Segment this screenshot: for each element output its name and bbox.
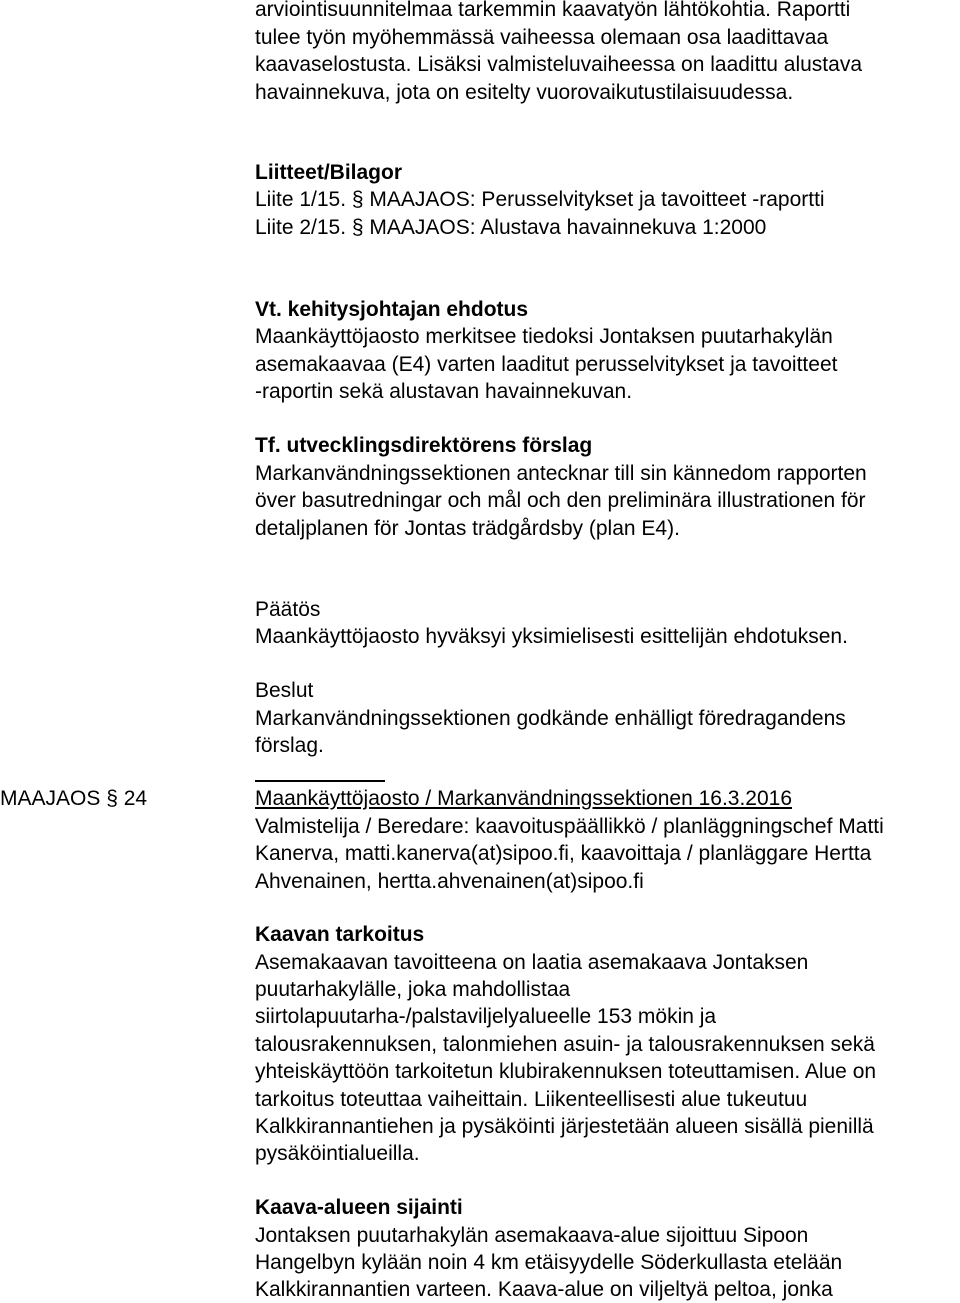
proposal-fi-line: asemakaavaa (E4) varten laaditut perusselvitykset ja tavoitteet (255, 353, 838, 376)
proposal-fi-line: -raportin sekä alustavan havainnekuvan. (255, 380, 633, 403)
purpose-line: yhteiskäyttöön tarkoitetun klubirakennuksen toteuttamisen. Alue on (255, 1060, 877, 1083)
purpose-heading: Kaavan tarkoitus (255, 923, 425, 946)
proposal-fi-heading: Vt. kehitysjohtajan ehdotus (255, 298, 529, 321)
proposal-sv-heading: Tf. utvecklingsdirektörens förslag (255, 434, 593, 457)
preparer-line: Valmistelija / Beredare: kaavoituspäällikkö / planläggningschef Matti (255, 815, 884, 838)
attachment-item: Liite 1/15. § MAAJAOS: Perusselvitykset ja tavoitteet -raportti (255, 188, 825, 211)
purpose-line: Asemakaavan tavoitteena on laatia asemakaava Jontaksen (255, 951, 809, 974)
purpose-line: Kalkkirannantiehen ja pysäköinti järjestetään alueen sisällä pienillä (255, 1115, 874, 1138)
preparer-line: Ahvenainen, hertta.ahvenainen(at)sipoo.fi (255, 870, 644, 893)
purpose-line: pysäköintialueilla. (255, 1142, 420, 1165)
proposal-fi-line: Maankäyttöjaosto merkitsee tiedoksi Jontaksen puutarhakylän (255, 325, 833, 348)
purpose-line: siirtolapuutarha-/palstaviljelyalueelle 153 mökin ja (255, 1005, 717, 1028)
purpose-line: puutarhakylälle, joka mahdollistaa (255, 978, 571, 1001)
intro-line: arviointisuunnitelmaa tarkemmin kaavatyön lähtökohtia. Raportti (255, 0, 851, 21)
decision-fi-line: Maankäyttöjaosto hyväksyi yksimielisesti esittelijän ehdotuksen. (255, 625, 848, 648)
proposal-sv-line: detaljplanen för Jontas trädgårdsby (plan E4). (255, 517, 680, 540)
intro-line: tulee työn myöhemmässä vaiheessa olemaan osa laadittavaa (255, 26, 829, 49)
attachment-item: Liite 2/15. § MAAJAOS: Alustava havainnekuva 1:2000 (255, 216, 767, 239)
purpose-line: talousrakennuksen, talonmiehen asuin- ja talousrakennuksen sekä (255, 1033, 875, 1056)
location-heading: Kaava-alueen sijainti (255, 1196, 463, 1219)
location-line: Jontaksen puutarhakylän asemakaava-alue sijoittuu Sipoon (255, 1224, 809, 1247)
decision-sv-heading: Beslut (255, 679, 314, 702)
meeting-link[interactable]: Maankäyttöjaosto / Markanvändningssektionen 16.3.2016 (255, 787, 793, 810)
location-line: Hangelbyn kylään noin 4 km etäisyydelle Söderkullasta etelään (255, 1251, 843, 1274)
intro-line: kaavaselostusta. Lisäksi valmisteluvaiheessa on laadittu alustava (255, 53, 863, 76)
meeting-line (255, 785, 792, 812)
section-divider (255, 780, 385, 782)
proposal-sv-line: över basutredningar och mål och den preliminära illustrationen för (255, 489, 866, 512)
location-line: Kalkkirannantien varteen. Kaava-alue on viljeltyä peltoa, jonka (255, 1278, 833, 1301)
decision-sv-line: Markanvändningssektionen godkände enhälligt föredragandens (255, 707, 846, 730)
proposal-sv-line: Markanvändningssektionen antecknar till sin kännedom rapporten (255, 462, 867, 485)
preparer-line: Kanerva, matti.kanerva(at)sipoo.fi, kaavoittaja / planläggare Hertta (255, 842, 872, 865)
decision-fi-heading: Päätös (255, 598, 321, 621)
purpose-line: tarkoitus toteuttaa vaiheittain. Liikenteellisesti alue tukeutuu (255, 1088, 808, 1111)
intro-line: havainnekuva, jota on esitelty vuorovaikutustilaisuudessa. (255, 81, 794, 104)
decision-sv-line: förslag. (255, 734, 324, 757)
attachments-heading: Liitteet/Bilagor (255, 161, 403, 184)
section-number: MAAJAOS § 24 (0, 787, 148, 810)
